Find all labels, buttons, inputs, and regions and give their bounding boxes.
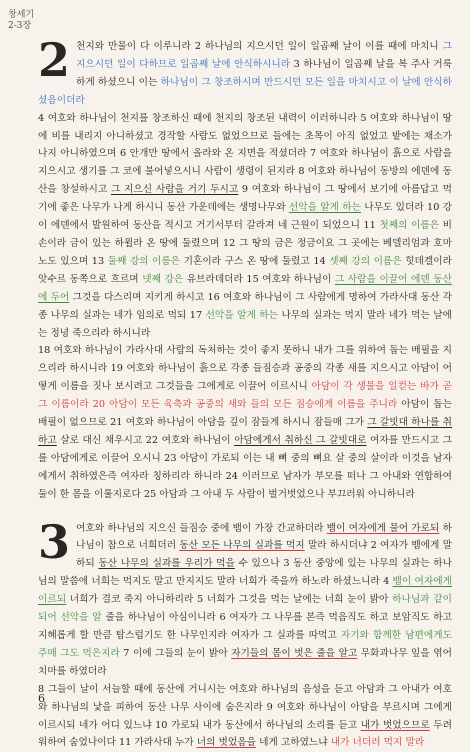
verse-text: 너희가 결코 죽지 아니하리라 5 너희가 그것을 먹는 날에는 너희 눈이 밝아 (66, 594, 393, 606)
verse-text: 여호와 하나님의 지으신 들짐승 중에 뱀이 가장 간교하더라 (76, 522, 327, 534)
page-number: 6 (38, 692, 45, 705)
verse-text: 두려워하여 숨었나이다 11 가라사대 누가 (38, 719, 453, 749)
highlighted-text: 선악을 알게 하는 (288, 202, 362, 214)
verse-paragraph (38, 681, 452, 752)
verse-text: 기혼이라 구스 온 땅에 둘렸고 14 (180, 255, 330, 267)
verse-text: 4 여호와 하나님이 천지를 창조하신 때에 천지의 창조된 내력이 이러하니라 5 여호와 하나님이 땅에 비를 내리지 아니하셨고 경작할 사람도 없었으므로 들에는 초목이 아직 없었고 밭에는 채소가 나지 아니하였으며 6 안개만 땅에서 올라와 온 지면을 적셨더라 7 여호와 하나님이 흙으로 사람을 지으시고 생기를 그 코에 불어넣으시니 사람이 생령이 된지라 8 여호와 하나님이 동방의 에덴에 동산을 창설하시고 (38, 112, 452, 196)
verse-text: 그것을 다스리며 지키게 하시고 16 여호와 하나님이 그 사람에게 명하여 가라사대 동산 각종 나무의 실과는 네가 임의로 먹되 17 (38, 291, 453, 321)
highlighted-text: 뱀이 여자에게 물어 가로되 (326, 522, 440, 534)
verse-text: 하나님이 참으로 너희더러 (76, 522, 453, 552)
verse-text: 나무도 있더라 10 강이 에덴에서 발원하여 동산을 적시고 거기서부터 갈라져 네 근원이 되었으니 11 (38, 202, 453, 232)
highlighted-text: 동산 모든 나무의 실과를 먹지 (179, 540, 305, 552)
text-column (38, 33, 453, 752)
highlighted-text: 동산 나무의 실과를 우리가 먹을 (98, 558, 235, 570)
verse-text: 천지와 만물이 다 이루니라 2 하나님의 지으시던 일이 일곱째 날이 이를 때에 마치니 (76, 41, 443, 52)
highlighted-text: 첫째의 이름은 (379, 220, 440, 232)
verse-text: 네게 고하였느냐 (255, 737, 331, 749)
highlighted-text: 내가 너더러 먹지 말라 (330, 737, 425, 749)
verse-text: 9 여호와 하나님이 그 땅에서 보기에 아름답고 먹기에 좋은 나무가 나게 하시니 동산 가운데에는 생명나무와 (38, 184, 452, 214)
verse-text: 유브라데더라 15 여호와 하나님이 (183, 273, 335, 285)
verse-text: 비손이라 금이 있는 하윌라 온 땅에 둘렸으며 12 그 땅의 금은 정금이요 그 곳에는 베델리엄과 호마노도 있으며 13 (38, 220, 452, 267)
verse-text: 수 있으나 3 동산 중앙에 있는 나무의 실과는 하나님의 말씀에 너희는 먹지도 말고 만지지도 말라 너희가 죽을까 하노라 하셨느니라 4 (38, 558, 452, 588)
chapter-3-dropcap: 3 (38, 514, 71, 569)
verse-text: 나무의 실과는 먹지 말라 네가 먹는 날에는 정녕 죽으리라 하시니라 (38, 309, 452, 339)
highlighted-text: 하나님과 같이 되어 선악을 알 (38, 594, 452, 624)
verse-text: 아담이 돕는 배필이 없으므로 21 여호와 하나님이 아담을 깊이 잠들게 하시니 잠들매 그가 (38, 399, 452, 429)
highlighted-text: 그 갈빗대 하나를 취하고 (38, 417, 452, 446)
highlighted-text: 그 지으신 사람을 거기 두시고 (110, 184, 239, 196)
chapter-gap (38, 504, 452, 520)
highlighted-text: 넷째 강은 (142, 273, 184, 285)
highlighted-text: 자기들의 몸이 벗은 줄을 알고 (231, 647, 358, 659)
highlighted-text: 너의 벗었음을 (196, 737, 256, 749)
book-title: 창세기 (8, 10, 35, 20)
verse-text: 7 이에 그들의 눈이 밝아 (119, 647, 232, 659)
highlighted-text: 아담에게서 취하신 그 갈빗대로 (234, 434, 367, 446)
verse-paragraph (38, 514, 453, 681)
chapter-range: 2-3장 (8, 21, 32, 31)
highlighted-text: 셋째 강의 이름은 (329, 255, 402, 267)
highlighted-text: 내가 벗었으므로 (360, 719, 430, 731)
verse-text: 여자를 만드시고 그를 아담에게로 이끌어 오시니 23 아담이 가로되 이는 내 뼈 중의 뼈요 살 중의 살이라 이것을 남자에게서 취하였은즉 여자라 칭하리라 하니라 24 이러므로 남자가 부모를 떠나 그 아내와 연합하여 둘이 한 몸을 이룰지로다 25 아담과 그 아내 두 사람이 벌거벗었으나 부끄러워 아니하니라 (38, 434, 452, 500)
verse-text: 무화과나무 잎을 엮어 치마를 하였더라 (38, 647, 452, 677)
verse-text: 힛데겔이라 앗수르 동쪽으로 흐르며 (38, 255, 452, 285)
highlighted-text: 그 사람을 이끌어 에덴 동산에 두어 (38, 273, 452, 303)
verse-paragraph (38, 342, 452, 503)
highlighted-text: 뱀이 여자에게 이르되 (38, 576, 452, 606)
verse-text: 3 하나님이 일곱째 날을 복 주사 거룩하게 하셨으니 이는 (76, 58, 452, 88)
highlighted-text: 선악을 알게 하는 (205, 309, 279, 321)
verse-text: 8 그들이 날이 서늘할 때에 동산에 거니시는 여호와 하나님의 음성을 듣고 아담과 그 아내가 여호와 하나님의 낯을 피하여 동산 나무 사이에 숨은지라 9 여호와 하나님이 아담을 부르시며 그에게 이르시되 네가 어디 있느냐 10 가로되 내가 동산에서 하나님의 소리를 듣고 (38, 683, 452, 731)
highlighted-text: 둘째 강의 이름은 (107, 255, 181, 267)
chapter-3 (38, 514, 453, 752)
running-header (8, 10, 52, 32)
highlighted-text: 아담이 각 생물을 일컫는 바가 곧 그 이름이라 20 아담이 모든 육축과 공중의 새와 들의 모든 짐승에게 이름을 주니라 (38, 381, 452, 411)
verse-text: 줄을 하나님이 아심이니라 6 여자가 그 나무를 본즉 먹음직도 하고 보암직도 하고 지혜롭게 할 만큼 탐스럽기도 한 나무인지라 여자가 그 실과를 따먹고 (38, 612, 452, 641)
chapter-2-dropcap: 2 (38, 33, 71, 87)
highlighted-text: 그 지으시던 일이 다하므로 일곱째 날에 안식하시니라 (76, 41, 452, 70)
highlighted-text: 하나님이 그 창조하시며 만드시던 모든 일을 마치시고 이 날에 안식하셨음이더라 (38, 76, 452, 106)
verse-text: 살로 대신 채우시고 22 여호와 하나님이 (56, 434, 235, 446)
verse-paragraph (38, 110, 452, 343)
verse-paragraph (38, 33, 452, 110)
verse-text: 18 여호와 하나님이 가라사대 사람의 독처하는 것이 좋지 못하니 내가 그를 위하여 돕는 배필을 지으리라 하시니라 19 여호와 하나님이 흙으로 각종 들짐승과 공중의 각종 새를 지으시고 아담이 어떻게 이름을 짓나 보시려고 그것들을 그에게로 이끌어 이르시니 (38, 345, 452, 393)
chapter-2 (38, 33, 453, 504)
highlighted-text: 자기와 함께한 남편에게도 주매 그도 먹은지라 (38, 630, 452, 659)
verse-text: 말라 하시더냐 2 여자가 뱀에게 말하되 (76, 540, 452, 570)
